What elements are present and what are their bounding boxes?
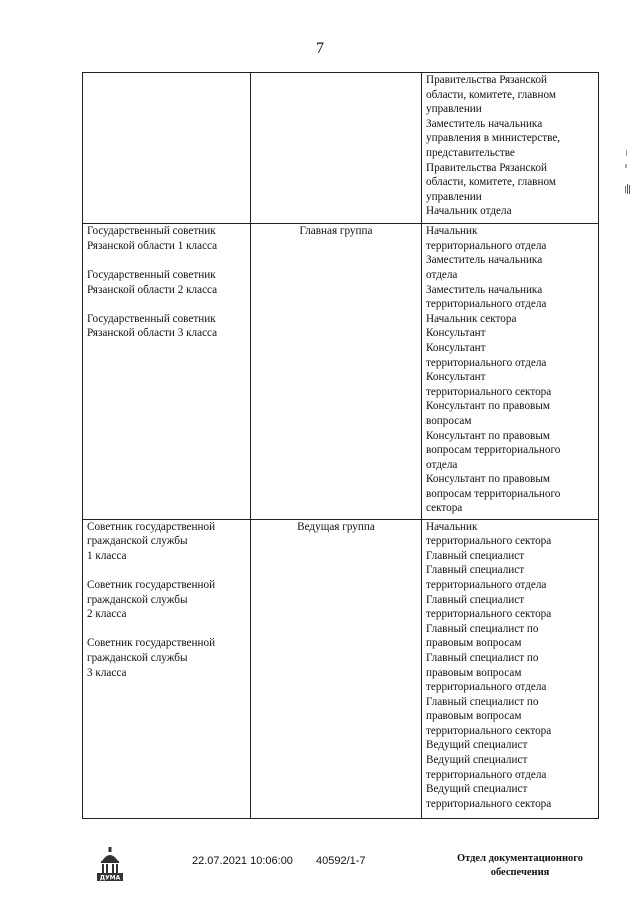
page-number: 7 <box>316 40 324 57</box>
position-line: правовым вопросам <box>426 710 522 723</box>
position-line: Консультант по правовым <box>426 429 550 442</box>
position-line: Консультант <box>426 341 486 354</box>
positions-cell <box>422 519 599 818</box>
position-line: вопросам территориального <box>426 487 561 500</box>
position-line: сектора <box>426 502 463 515</box>
group-cell <box>251 519 422 818</box>
position-line: Главный специалист по <box>426 622 539 635</box>
group-label: Главная группа <box>299 225 373 238</box>
position-line: Заместитель начальника <box>426 117 543 130</box>
position-line: области, комитете, главном <box>426 88 556 101</box>
position-line: Правительства Рязанской <box>426 161 547 174</box>
class-rank-line: Государственный советник <box>87 312 216 325</box>
position-line: территориального сектора <box>426 535 552 548</box>
class-rank-line: Рязанской области 3 класса <box>87 327 218 340</box>
class-rank-cell <box>83 73 251 224</box>
position-line: территориального сектора <box>426 797 552 810</box>
positions-table <box>82 72 599 819</box>
stamp-label: ДУМА <box>99 874 121 882</box>
position-line: управлении <box>426 103 482 116</box>
class-rank-line <box>87 622 246 637</box>
table-row <box>83 519 599 818</box>
positions-cell <box>422 73 599 224</box>
position-line: Консультант <box>426 371 486 384</box>
position-line: отдела <box>426 458 458 471</box>
position-line: территориального отдела <box>426 356 547 369</box>
group-cell <box>251 224 422 519</box>
position-line: Главный специалист <box>426 549 525 562</box>
position-line: представительстве <box>426 146 515 159</box>
position-line: Ведущий специалист <box>426 739 528 752</box>
position-line: территориального отдела <box>426 298 547 311</box>
position-line: Заместитель начальника <box>426 283 543 296</box>
position-line: Начальник <box>426 520 478 533</box>
class-rank-line <box>87 253 246 268</box>
scan-margin-marks <box>622 150 632 210</box>
document-number: 40592/1-7 <box>316 855 366 867</box>
class-rank-line: гражданской службы <box>87 651 188 664</box>
class-rank-line <box>87 297 246 312</box>
class-rank-line: Государственный советник <box>87 268 216 281</box>
position-line: Консультант по правовым <box>426 473 550 486</box>
position-line: Главный специалист <box>426 564 525 577</box>
position-line: Консультант по правовым <box>426 400 550 413</box>
duma-logo-icon <box>94 846 126 882</box>
position-line: территориального сектора <box>426 724 552 737</box>
position-line: Правительства Рязанской <box>426 74 547 86</box>
position-line: территориального отдела <box>426 681 547 694</box>
position-line: Начальник <box>426 225 478 238</box>
position-line: Главный специалист по <box>426 651 539 664</box>
position-line: Главный специалист по <box>426 695 539 708</box>
class-rank-line <box>87 563 246 578</box>
class-rank-line: Советник государственной <box>87 637 216 650</box>
class-rank-line: 3 класса <box>87 666 127 679</box>
class-rank-line: Государственный советник <box>87 225 216 238</box>
position-line: территориального сектора <box>426 385 552 398</box>
position-line: Начальник сектора <box>426 312 517 325</box>
position-line: Заместитель начальника <box>426 254 543 267</box>
table-row <box>83 224 599 519</box>
position-line: управлении <box>426 190 482 203</box>
positions-cell <box>422 224 599 519</box>
position-line: Ведущий специалист <box>426 754 528 767</box>
class-rank-line: гражданской службы <box>87 593 188 606</box>
department-name <box>440 852 600 880</box>
position-line: территориального отдела <box>426 578 547 591</box>
group-label: Ведущая группа <box>297 520 375 533</box>
class-rank-line: 2 класса <box>87 608 127 621</box>
class-rank-line: Советник государственной <box>87 578 216 591</box>
class-rank-line: Советник государственной <box>87 520 216 533</box>
class-rank-line: 1 класса <box>87 549 127 562</box>
position-line: вопросам территориального <box>426 444 561 457</box>
class-rank-line: Рязанской области 1 класса <box>87 239 218 252</box>
position-line: правовым вопросам <box>426 666 522 679</box>
position-line: Главный специалист <box>426 593 525 606</box>
position-line: территориального сектора <box>426 608 552 621</box>
registration-datetime: 22.07.2021 10:06:00 <box>192 855 293 867</box>
position-line: управления в министерстве, <box>426 132 561 145</box>
class-rank-line: Рязанской области 2 класса <box>87 283 218 296</box>
position-line: правовым вопросам <box>426 637 522 650</box>
group-cell <box>251 73 422 224</box>
position-line: области, комитете, главном <box>426 176 556 189</box>
class-rank-cell <box>83 519 251 818</box>
position-line: Ведущий специалист <box>426 783 528 796</box>
position-line: отдела <box>426 268 458 281</box>
position-line: Консультант <box>426 327 486 340</box>
department-line: Отдел документационного <box>456 853 584 864</box>
department-line: обеспечения <box>490 867 550 878</box>
position-line: вопросам <box>426 414 472 427</box>
class-rank-line: гражданской службы <box>87 535 188 548</box>
table-row <box>83 73 599 224</box>
class-rank-cell <box>83 224 251 519</box>
position-line: территориального отдела <box>426 239 547 252</box>
position-line: территориального отдела <box>426 768 547 781</box>
position-line: Начальник отдела <box>426 205 512 218</box>
